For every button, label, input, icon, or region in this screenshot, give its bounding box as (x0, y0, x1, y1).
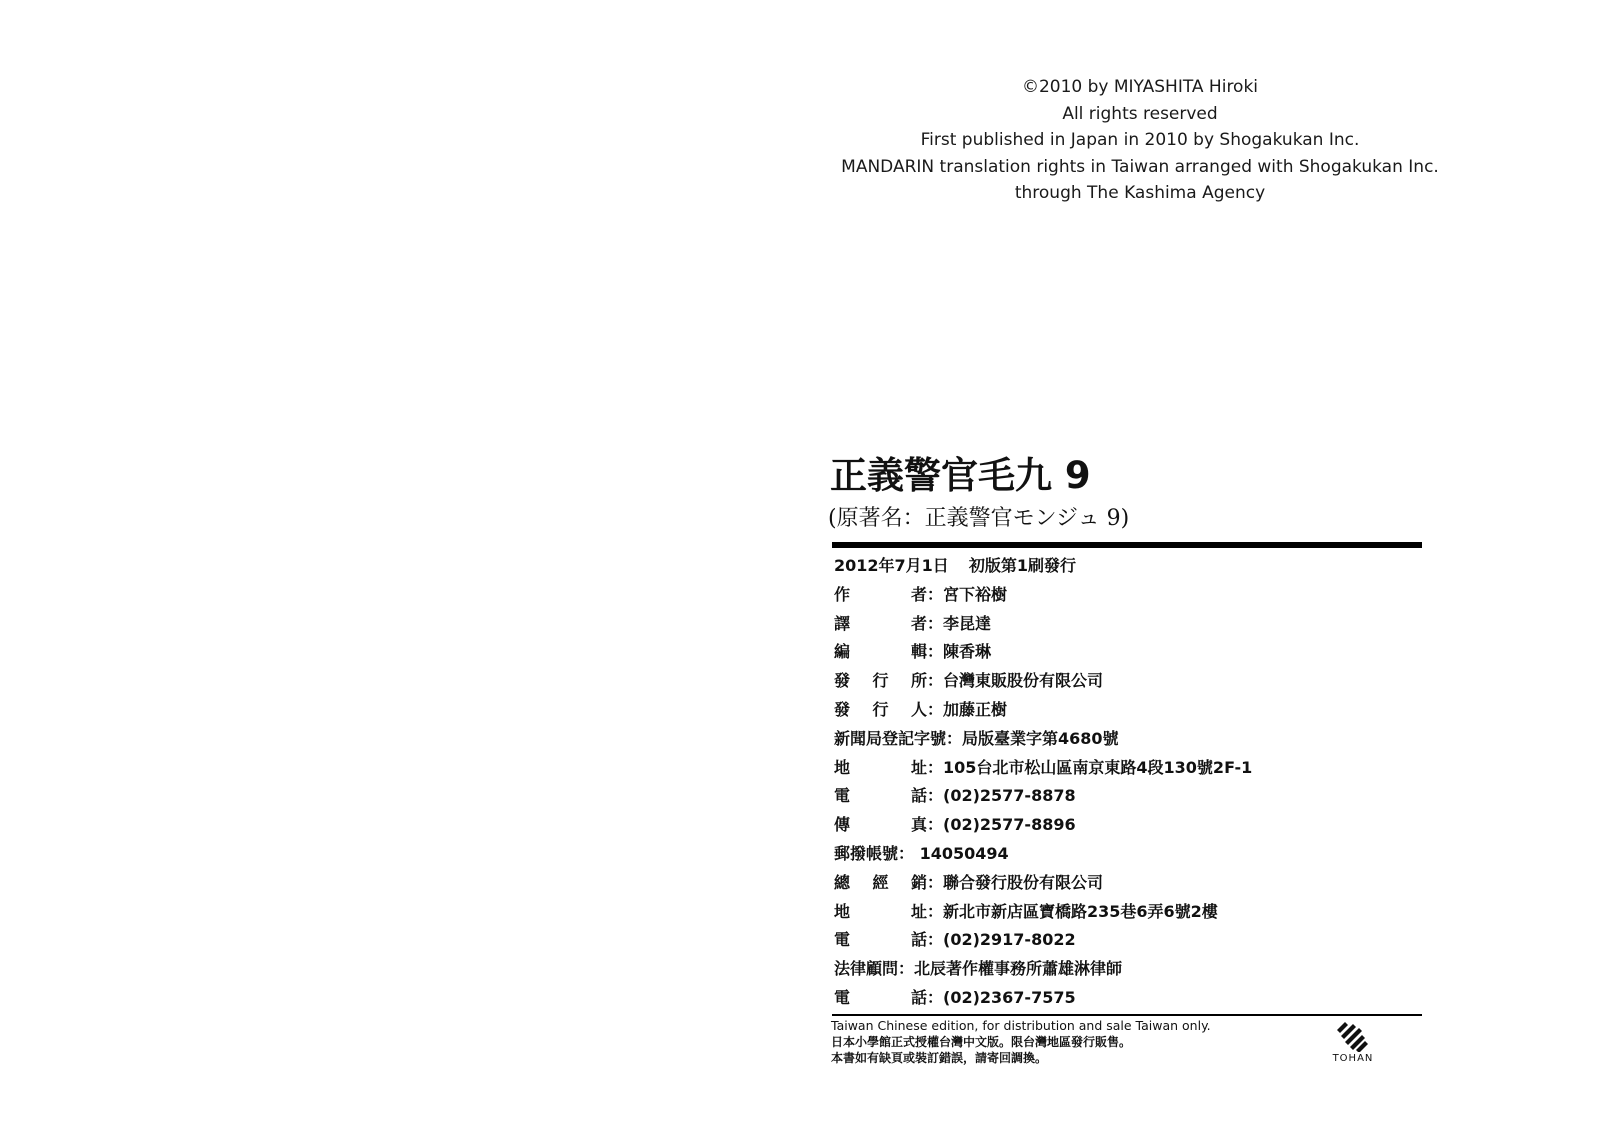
title-divider (832, 542, 1422, 548)
credit-value: ：(02)2577-8878 (927, 786, 1076, 806)
credit-value: ：新北市新店區寶橋路235巷6弄6號2樓 (927, 901, 1218, 921)
credit-label (834, 610, 927, 639)
credit-label (834, 869, 927, 898)
credit-value: ：(02)2367-7575 (927, 987, 1076, 1007)
publication-date: 2012年7月1日 (834, 556, 949, 575)
credit-value: ：宮下裕樹 (927, 584, 1008, 604)
credit-label-char: 發 (834, 671, 851, 691)
credit-label-char: 銷 (910, 872, 927, 892)
credit-label (834, 725, 946, 754)
copyright-block (840, 74, 1440, 207)
credit-label-char: 話 (910, 930, 927, 950)
license-notice: 日本小學館正式授權台灣中文版。限台灣地區發行販售。 (831, 1035, 1132, 1049)
credits-block (834, 552, 1434, 1013)
credit-value: ：李昆達 (927, 613, 992, 633)
edition-label: 初版第1刷發行 (968, 556, 1076, 575)
credit-row (834, 725, 1434, 754)
credit-label (834, 754, 927, 783)
copyright-line: through The Kashima Agency (1014, 183, 1266, 203)
credit-label-char: 電 (834, 987, 851, 1007)
copyright-line: ©2010 by MIYASHITA Hiroki (1021, 77, 1259, 97)
credit-label (834, 667, 927, 696)
credit-label (834, 955, 898, 984)
credit-value: ：陳香琳 (927, 642, 992, 662)
credit-row (834, 926, 1434, 955)
credit-row (834, 869, 1434, 898)
publisher-logo (1318, 1018, 1388, 1068)
credit-label (834, 782, 927, 811)
credit-label-char: 發 (834, 699, 851, 719)
credit-label-char: 法律顧問 (834, 959, 899, 979)
credit-label-char: 者 (910, 584, 927, 604)
credit-label (834, 638, 927, 667)
credit-label-char: 新聞局登記字號 (834, 728, 947, 748)
credit-row (834, 811, 1434, 840)
credit-row (834, 696, 1434, 725)
credit-label-char: 址 (910, 901, 927, 921)
credit-label-char: 真 (910, 815, 927, 835)
credit-row (834, 667, 1434, 696)
credit-row (834, 754, 1434, 783)
credit-label (834, 984, 927, 1013)
credit-row (834, 782, 1434, 811)
credit-label-char: 譯 (834, 613, 851, 633)
credit-row (834, 984, 1434, 1013)
credit-row (834, 955, 1434, 984)
credit-list (834, 581, 1434, 1013)
credit-label-char: 人 (910, 699, 927, 719)
credit-label-char: 話 (910, 786, 927, 806)
credit-label-char: 者 (910, 613, 927, 633)
credit-row (834, 610, 1434, 639)
credit-value: ： 14050494 (898, 843, 1009, 863)
credit-value: ：(02)2577-8896 (927, 815, 1076, 835)
credit-row (834, 898, 1434, 927)
credit-value: ：(02)2917-8022 (927, 930, 1076, 950)
copyright-line: First published in Japan in 2010 by Shogakukan Inc. (920, 130, 1360, 150)
credit-label-char: 地 (834, 901, 851, 921)
credit-label-char: 電 (834, 930, 851, 950)
footer-divider (832, 1014, 1422, 1016)
credit-label (834, 696, 927, 725)
logo-text: TOHAN (1332, 1053, 1374, 1064)
credit-label (834, 811, 927, 840)
credit-label-char: 編 (834, 642, 851, 662)
credit-label-char: 址 (910, 757, 927, 777)
publication-date-line (834, 552, 1434, 581)
credit-label (834, 840, 898, 869)
credit-row (834, 840, 1434, 869)
tohan-logo-icon (1335, 1018, 1371, 1052)
credit-value: ：聯合發行股份有限公司 (927, 872, 1104, 892)
credit-value: ：台灣東販股份有限公司 (927, 671, 1104, 691)
credit-label-char: 作 (834, 584, 851, 604)
defect-notice: 本書如有缺頁或裝訂錯誤，請寄回調換。 (831, 1051, 1048, 1065)
credit-label (834, 898, 927, 927)
credit-label-char: 所 (910, 671, 927, 691)
credit-label-char: 話 (910, 987, 927, 1007)
credit-row (834, 581, 1434, 610)
credit-label (834, 581, 927, 610)
credit-label-char: 行 (872, 699, 889, 719)
copyright-line: MANDARIN translation rights in Taiwan arranged with Shogakukan Inc. (841, 156, 1439, 177)
credit-value: ：加藤正樹 (927, 699, 1008, 719)
footer-notice (831, 1018, 1211, 1066)
credit-value: ：局版臺業字第4680號 (946, 728, 1119, 748)
distribution-notice: Taiwan Chinese edition, for distribution and sale Taiwan only. (831, 1018, 1211, 1033)
credit-label-char: 總 (834, 872, 851, 892)
credit-value: ：105台北市松山區南京東路4段130號2F-1 (927, 757, 1253, 777)
credit-label-char: 輯 (910, 642, 927, 662)
credit-value: ：北辰著作權事務所蕭雄淋律師 (898, 959, 1123, 979)
credit-row (834, 638, 1434, 667)
credit-label-char: 行 (872, 671, 889, 691)
credit-label-char: 電 (834, 786, 851, 806)
credit-label (834, 926, 927, 955)
credit-label-char: 傳 (834, 815, 851, 835)
credit-label-char: 地 (834, 757, 851, 777)
credit-label-char: 經 (872, 872, 889, 892)
copyright-line: All rights reserved (1062, 103, 1218, 124)
original-title: (原著名：正義警官モンジュ 9) (828, 506, 1130, 531)
credit-label-char: 郵撥帳號 (834, 843, 899, 863)
book-title: 正義警官毛九 9 (830, 454, 1091, 497)
